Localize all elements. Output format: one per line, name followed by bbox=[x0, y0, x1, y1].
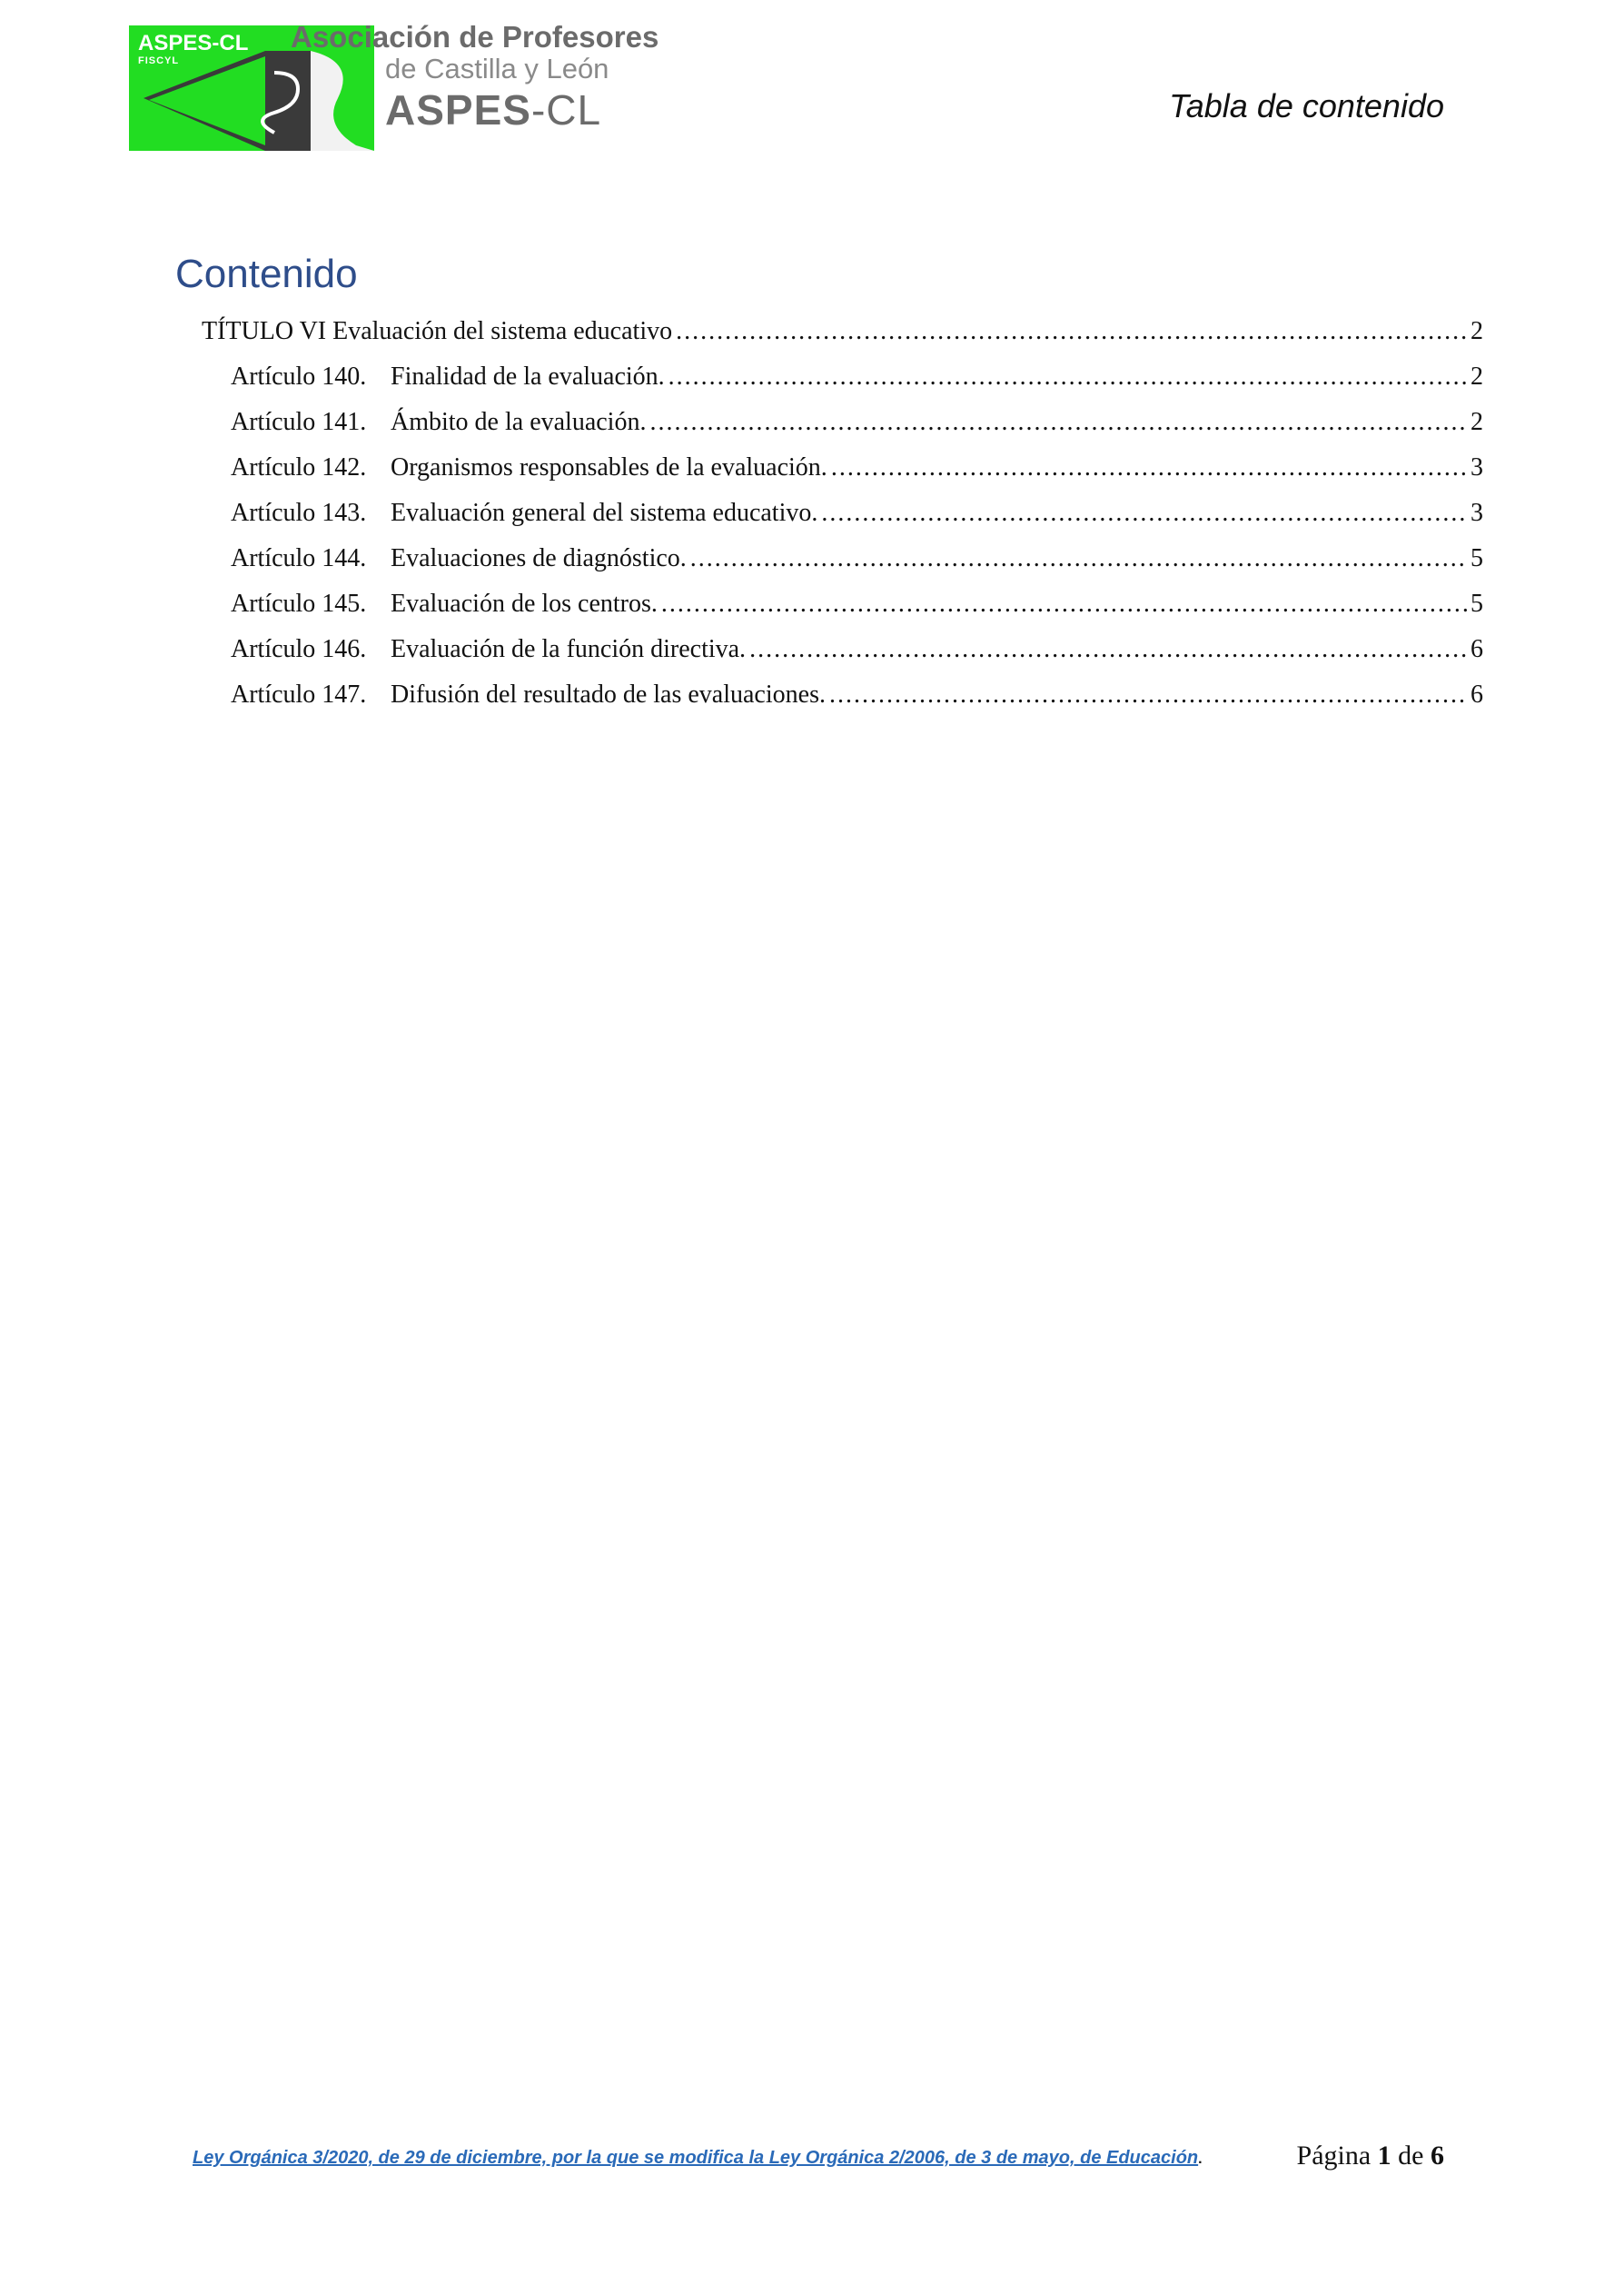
toc-entry-number: Artículo 144. bbox=[231, 544, 367, 572]
toc-entry-page: 2 bbox=[1471, 408, 1483, 436]
toc-leader bbox=[676, 309, 1467, 354]
toc-heading: Contenido bbox=[175, 252, 358, 296]
toc-leader bbox=[690, 536, 1467, 581]
toc-leader bbox=[668, 354, 1467, 400]
toc-leader bbox=[831, 445, 1467, 491]
toc-entry-number: Artículo 146. bbox=[231, 635, 367, 663]
toc-entry-title-vi[interactable] bbox=[175, 309, 1483, 354]
toc-entry-article-140[interactable] bbox=[175, 354, 1483, 400]
footer-law-period: . bbox=[1198, 2151, 1203, 2167]
page-current: 1 bbox=[1377, 2141, 1391, 2171]
toc-entry-number: Artículo 140. bbox=[231, 363, 367, 391]
logo-acronym: ASPES-CL bbox=[385, 86, 602, 134]
toc-entry-article-142[interactable] bbox=[175, 445, 1483, 491]
toc-entry-number: Artículo 147. bbox=[231, 681, 367, 709]
toc-entry-title: Evaluación de los centros. bbox=[391, 590, 658, 618]
toc-entry-title: TÍTULO VI Evaluación del sistema educativo bbox=[202, 317, 673, 345]
page-of: de bbox=[1398, 2141, 1424, 2171]
toc-entry-title: Evaluación general del sistema educativo. bbox=[391, 499, 818, 527]
toc-entry-page: 5 bbox=[1471, 590, 1483, 618]
toc-entry-title: Organismos responsables de la evaluación. bbox=[391, 453, 827, 482]
logo-region: de Castilla y León bbox=[385, 53, 609, 84]
toc-entry-title: Finalidad de la evaluación. bbox=[391, 363, 665, 391]
toc-leader bbox=[749, 627, 1467, 672]
toc-entry-number: Artículo 142. bbox=[231, 453, 367, 482]
page-number bbox=[1297, 2141, 1444, 2171]
logo-org-name: Asociación de Profesores bbox=[291, 20, 659, 54]
toc-entry-title: Evaluaciones de diagnóstico. bbox=[391, 544, 687, 572]
page-label: Página bbox=[1296, 2141, 1371, 2171]
toc-leader bbox=[821, 491, 1467, 536]
header-title: Tabla de contenido bbox=[1169, 87, 1444, 124]
page-header bbox=[0, 0, 1624, 173]
page-total: 6 bbox=[1431, 2141, 1444, 2171]
toc-entry-page: 2 bbox=[1471, 363, 1483, 391]
toc-entry-page: 5 bbox=[1471, 544, 1483, 572]
toc-entry-article-147[interactable] bbox=[175, 672, 1483, 718]
toc-entry-article-146[interactable] bbox=[175, 627, 1483, 672]
toc-entry-number: Artículo 141. bbox=[231, 408, 367, 436]
table-of-contents bbox=[175, 247, 1483, 718]
toc-entry-number: Artículo 145. bbox=[231, 590, 367, 618]
toc-entry-article-144[interactable] bbox=[175, 536, 1483, 581]
toc-entry-title: Evaluación de la función directiva. bbox=[391, 635, 747, 663]
aspes-logo bbox=[129, 20, 659, 156]
toc-entry-article-145[interactable] bbox=[175, 581, 1483, 627]
toc-entry-number: Artículo 143. bbox=[231, 499, 367, 527]
toc-entry-page: 6 bbox=[1471, 681, 1483, 709]
toc-entry-page: 3 bbox=[1471, 499, 1483, 527]
toc-leader bbox=[661, 581, 1467, 627]
toc-entry-page: 6 bbox=[1471, 635, 1483, 663]
toc-entry-page: 3 bbox=[1471, 453, 1483, 482]
toc-entry-title: Difusión del resultado de las evaluaciones. bbox=[391, 681, 826, 709]
toc-entry-article-143[interactable] bbox=[175, 491, 1483, 536]
toc-leader bbox=[829, 672, 1467, 718]
page-footer bbox=[0, 2137, 1624, 2191]
toc-entry-title: Ámbito de la evaluación. bbox=[391, 408, 647, 436]
toc-entry-page: 2 bbox=[1471, 317, 1483, 345]
toc-entry-article-141[interactable] bbox=[175, 400, 1483, 445]
toc-leader bbox=[649, 400, 1467, 445]
logo-badge: ASPES-CL FISCYL bbox=[138, 31, 249, 66]
footer-law-link[interactable]: Ley Orgánica 3/2020, de 29 de diciembre, por la que se modifica la Ley Orgánica 2/2006, de 3 de mayo, de Educación bbox=[193, 2148, 1199, 2168]
footer-law-reference bbox=[193, 2148, 1203, 2169]
